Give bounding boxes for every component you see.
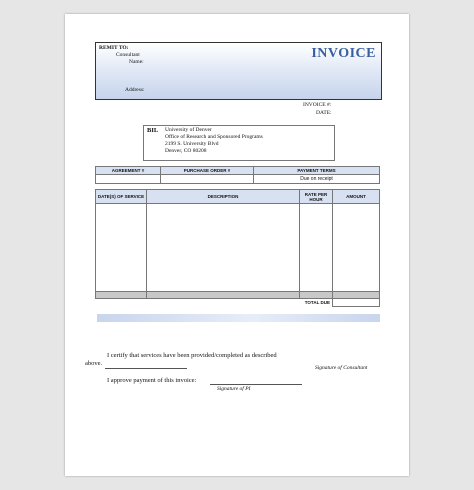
date-of-service-cell[interactable] xyxy=(96,204,147,292)
consultant-label: Consultant xyxy=(116,52,140,58)
purchase-order-cell[interactable] xyxy=(161,175,254,184)
bill-line: University of Denver xyxy=(165,127,212,133)
description-header: DESCRIPTION xyxy=(147,190,300,204)
agreement-cell[interactable] xyxy=(96,175,161,184)
rate-header: RATE PER HOUR xyxy=(300,190,333,204)
approve-statement: I approve payment of this invoice: xyxy=(107,377,197,384)
footer-bar xyxy=(97,314,380,322)
items-table xyxy=(95,189,380,307)
purchase-order-header: PURCHASE ORDER # xyxy=(161,167,254,175)
payment-terms-cell[interactable]: Due on receipt xyxy=(254,175,380,184)
total-due-cell[interactable] xyxy=(333,299,380,307)
remit-to-label: REMIT TO: xyxy=(99,45,129,51)
subtotal-row-cell xyxy=(96,292,147,299)
total-spacer xyxy=(147,299,300,307)
certify-statement-line2: above. xyxy=(85,360,103,367)
bill-line: Office of Research and Sponsored Programs xyxy=(165,134,263,140)
invoice-number-label: INVOICE #: xyxy=(303,102,332,108)
address-label: Address: xyxy=(125,87,145,93)
bill-label: BIL xyxy=(147,127,159,134)
subtotal-row-cell xyxy=(333,292,380,299)
bill-address xyxy=(165,127,263,155)
description-cell[interactable] xyxy=(147,204,300,292)
rate-cell[interactable] xyxy=(300,204,333,292)
total-due-label: TOTAL DUE xyxy=(304,300,330,306)
signature-consultant-label: Signature of Consultant xyxy=(315,365,368,371)
consultant-signature-line[interactable] xyxy=(105,368,187,369)
signature-pi-label: Signature of PI xyxy=(217,386,251,392)
total-spacer xyxy=(96,299,147,307)
date-of-service-header: DATE(S) OF SERVICE xyxy=(96,190,147,204)
subtotal-row-cell xyxy=(147,292,300,299)
bill-line: 2199 S. University Blvd xyxy=(165,141,219,147)
name-label: Name: xyxy=(129,59,144,65)
payment-terms-header: PAYMENT TERMS xyxy=(254,167,380,175)
certify-statement-line1: I certify that services have been provided/completed as described xyxy=(107,352,277,359)
subtotal-row-cell xyxy=(300,292,333,299)
pi-signature-line[interactable] xyxy=(210,384,302,385)
remit-to-box xyxy=(95,42,382,100)
terms-table xyxy=(95,166,380,184)
agreement-header: AGREEMENT # xyxy=(96,167,161,175)
invoice-page xyxy=(65,14,409,476)
amount-header: AMOUNT xyxy=(333,190,380,204)
invoice-title: INVOICE xyxy=(311,46,376,61)
amount-cell[interactable] xyxy=(333,204,380,292)
bill-to-box xyxy=(143,125,335,161)
bill-line: Denver, CO 80208 xyxy=(165,148,207,154)
invoice-date-label: DATE: xyxy=(316,110,332,116)
